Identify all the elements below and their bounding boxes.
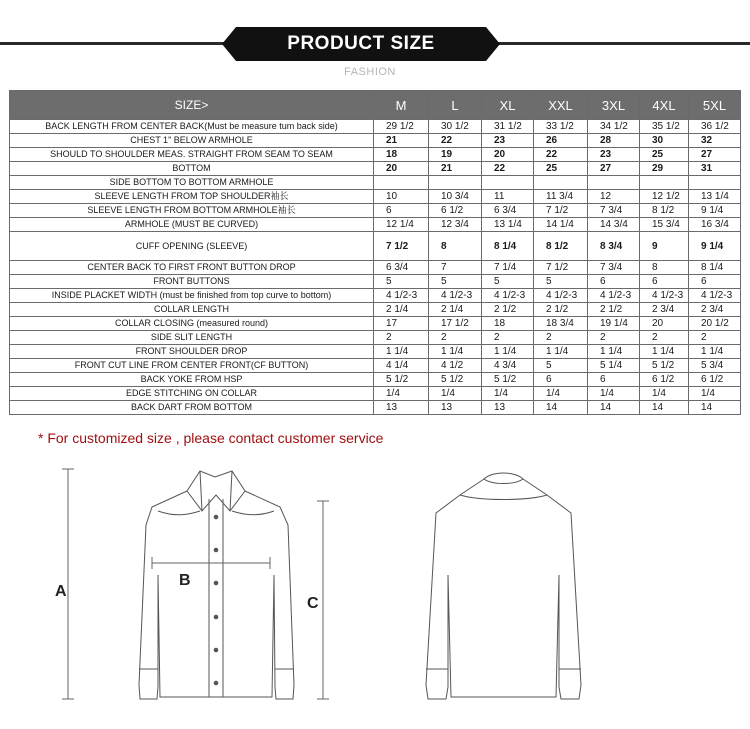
measurement-value: 6 xyxy=(640,275,689,289)
page-title: PRODUCT SIZE xyxy=(287,33,435,54)
measurement-value: 2 xyxy=(689,331,741,345)
measurement-value: 15 3/4 xyxy=(640,218,689,232)
front-shirt-buttons xyxy=(214,515,219,686)
measurement-value: 2 1/2 xyxy=(534,303,588,317)
measurement-value: 13 xyxy=(374,401,429,415)
measurement-value: 1/4 xyxy=(374,387,429,401)
table-row xyxy=(10,331,741,345)
table-row xyxy=(10,373,741,387)
measurement-value: 2 1/2 xyxy=(482,303,534,317)
measurement-value: 8 1/4 xyxy=(482,232,534,261)
measurement-value: 22 xyxy=(482,162,534,176)
measurement-label: CUFF OPENING (SLEEVE) xyxy=(10,232,374,261)
measurement-value: 2 xyxy=(374,331,429,345)
measurement-label: BACK YOKE FROM HSP xyxy=(10,373,374,387)
header-rule-left xyxy=(0,42,228,45)
measurement-label: COLLAR CLOSING (measured round) xyxy=(10,317,374,331)
measurement-value: 4 1/2-3 xyxy=(534,289,588,303)
measurement-label: BACK LENGTH FROM CENTER BACK(Must be measure tum back side) xyxy=(10,120,374,134)
measurement-value: 26 xyxy=(534,134,588,148)
measurement-value: 1 1/4 xyxy=(429,345,482,359)
measurement-value: 34 1/2 xyxy=(588,120,640,134)
measurement-value xyxy=(482,176,534,190)
measurement-value: 27 xyxy=(588,162,640,176)
measurement-label: FRONT SHOULDER DROP xyxy=(10,345,374,359)
measurement-value: 9 xyxy=(640,232,689,261)
size-header: L xyxy=(429,91,482,120)
measurement-value: 6 xyxy=(588,373,640,387)
measurement-label: BOTTOM xyxy=(10,162,374,176)
measurement-value: 23 xyxy=(588,148,640,162)
measurement-value xyxy=(689,176,741,190)
measurement-value: 9 1/4 xyxy=(689,204,741,218)
measurement-value: 22 xyxy=(429,134,482,148)
measurement-label: SLEEVE LENGTH FROM BOTTOM ARMHOLE袖长 xyxy=(10,204,374,218)
measurement-value: 20 xyxy=(374,162,429,176)
measurement-value: 1/4 xyxy=(534,387,588,401)
measurement-value: 12 1/4 xyxy=(374,218,429,232)
measurement-value: 4 1/2-3 xyxy=(482,289,534,303)
measurement-value: 25 xyxy=(534,162,588,176)
custom-size-note: * For customized size , please contact customer service xyxy=(38,430,384,446)
measurement-label: SIDE BOTTOM TO BOTTOM ARMHOLE xyxy=(10,176,374,190)
table-row xyxy=(10,401,741,415)
measurement-value: 28 xyxy=(588,134,640,148)
measurement-value: 29 xyxy=(640,162,689,176)
measurement-value: 5 1/2 xyxy=(640,359,689,373)
measurement-value: 5 1/2 xyxy=(429,373,482,387)
table-row xyxy=(10,148,741,162)
measurement-value: 13 xyxy=(429,401,482,415)
measurement-value: 1 1/4 xyxy=(640,345,689,359)
measurement-value: 20 1/2 xyxy=(689,317,741,331)
measurement-value: 22 xyxy=(534,148,588,162)
table-row xyxy=(10,303,741,317)
measurement-value: 7 1/2 xyxy=(374,232,429,261)
measurement-value: 6 xyxy=(374,204,429,218)
measurement-value: 30 xyxy=(640,134,689,148)
measurement-value: 27 xyxy=(689,148,741,162)
measurement-value: 1/4 xyxy=(588,387,640,401)
measurement-value: 5 1/4 xyxy=(588,359,640,373)
table-row xyxy=(10,289,741,303)
measurement-value: 20 xyxy=(640,317,689,331)
size-corner-label: SIZE> xyxy=(10,91,374,120)
measurement-value: 4 1/2-3 xyxy=(689,289,741,303)
measurement-value: 1 1/4 xyxy=(689,345,741,359)
measurement-value: 5 3/4 xyxy=(689,359,741,373)
measurement-value: 7 xyxy=(429,261,482,275)
measurement-value: 2 xyxy=(588,331,640,345)
dimension-label-c: C xyxy=(307,595,319,612)
measurement-value: 8 xyxy=(429,232,482,261)
back-shirt-illustration xyxy=(426,473,581,699)
measurement-value: 9 1/4 xyxy=(689,232,741,261)
measurement-label: FRONT BUTTONS xyxy=(10,275,374,289)
measurement-value: 29 1/2 xyxy=(374,120,429,134)
table-row xyxy=(10,204,741,218)
measurement-value: 4 1/2-3 xyxy=(588,289,640,303)
measurement-value: 12 xyxy=(588,190,640,204)
measurement-value: 7 3/4 xyxy=(588,204,640,218)
shirt-diagram xyxy=(0,455,750,729)
measurement-label: SLEEVE LENGTH FROM TOP SHOULDER袖长 xyxy=(10,190,374,204)
measurement-value: 13 1/4 xyxy=(482,218,534,232)
measurement-value: 2 3/4 xyxy=(640,303,689,317)
measurement-value: 14 xyxy=(640,401,689,415)
measurement-value: 1 1/4 xyxy=(374,345,429,359)
measurement-value: 19 1/4 xyxy=(588,317,640,331)
measurement-value: 1/4 xyxy=(429,387,482,401)
measurement-value: 7 1/2 xyxy=(534,204,588,218)
measurement-value: 8 1/2 xyxy=(534,232,588,261)
measurement-value: 6 xyxy=(689,275,741,289)
measurement-value: 18 xyxy=(482,317,534,331)
measurement-value: 1/4 xyxy=(640,387,689,401)
measurement-label: FRONT CUT LINE FROM CENTER FRONT(CF BUTTON) xyxy=(10,359,374,373)
measurement-value: 1 1/4 xyxy=(482,345,534,359)
size-header: 5XL xyxy=(689,91,741,120)
measurement-value: 14 3/4 xyxy=(588,218,640,232)
measurement-value xyxy=(429,176,482,190)
measurement-label: ARMHOLE (MUST BE CURVED) xyxy=(10,218,374,232)
measurement-value: 5 xyxy=(534,275,588,289)
measurement-value: 8 1/4 xyxy=(689,261,741,275)
header-badge xyxy=(222,27,500,61)
size-chart-table xyxy=(9,90,741,415)
measurement-value: 1/4 xyxy=(482,387,534,401)
size-header: M xyxy=(374,91,429,120)
size-header: XXL xyxy=(534,91,588,120)
measurement-label: INSIDE PLACKET WIDTH (must be finished from top curve to bottom) xyxy=(10,289,374,303)
measurement-value: 5 xyxy=(374,275,429,289)
measurement-value: 5 1/2 xyxy=(482,373,534,387)
measurement-label: SHOULD TO SHOULDER MEAS. STRAIGHT FROM SEAM TO SEAM xyxy=(10,148,374,162)
measurement-value: 1 1/4 xyxy=(534,345,588,359)
measurement-label: EDGE STITCHING ON COLLAR xyxy=(10,387,374,401)
measurement-value: 8 3/4 xyxy=(588,232,640,261)
measurement-value: 2 1/4 xyxy=(374,303,429,317)
measurement-value xyxy=(588,176,640,190)
measurement-value: 20 xyxy=(482,148,534,162)
measurement-value: 21 xyxy=(374,134,429,148)
measurement-value: 36 1/2 xyxy=(689,120,741,134)
measurement-value: 25 xyxy=(640,148,689,162)
front-shirt-illustration xyxy=(130,471,294,705)
measurement-value: 17 1/2 xyxy=(429,317,482,331)
measurement-value: 6 3/4 xyxy=(374,261,429,275)
measurement-value: 6 1/2 xyxy=(689,373,741,387)
measurement-value: 12 3/4 xyxy=(429,218,482,232)
measurement-value: 7 1/4 xyxy=(482,261,534,275)
measurement-value: 2 1/4 xyxy=(429,303,482,317)
size-header: 4XL xyxy=(640,91,689,120)
measurement-value: 5 xyxy=(482,275,534,289)
table-row xyxy=(10,218,741,232)
table-row xyxy=(10,387,741,401)
table-row xyxy=(10,232,741,261)
table-row xyxy=(10,134,741,148)
table-row xyxy=(10,261,741,275)
measurement-value: 21 xyxy=(429,162,482,176)
measurement-value: 2 xyxy=(534,331,588,345)
measurement-value: 13 xyxy=(482,401,534,415)
measurement-value: 1 1/4 xyxy=(588,345,640,359)
measurement-value: 14 xyxy=(689,401,741,415)
measurement-label: CHEST 1" BELOW ARMHOLE xyxy=(10,134,374,148)
table-row xyxy=(10,359,741,373)
measurement-value: 8 xyxy=(640,261,689,275)
measurement-value: 2 xyxy=(640,331,689,345)
measurement-value: 12 1/2 xyxy=(640,190,689,204)
measurement-value: 30 1/2 xyxy=(429,120,482,134)
measurement-value: 7 3/4 xyxy=(588,261,640,275)
size-header: XL xyxy=(482,91,534,120)
dimension-lines xyxy=(62,469,329,699)
measurement-value xyxy=(640,176,689,190)
measurement-value: 6 3/4 xyxy=(482,204,534,218)
table-row xyxy=(10,162,741,176)
measurement-value: 18 3/4 xyxy=(534,317,588,331)
measurement-value: 4 3/4 xyxy=(482,359,534,373)
measurement-value: 5 xyxy=(534,359,588,373)
dimension-label-a: A xyxy=(55,583,67,600)
header-rule-right xyxy=(495,42,750,45)
measurement-value xyxy=(534,176,588,190)
measurement-label: BACK DART FROM BOTTOM xyxy=(10,401,374,415)
measurement-value: 23 xyxy=(482,134,534,148)
measurement-value: 32 xyxy=(689,134,741,148)
measurement-label: SIDE SLIT LENGTH xyxy=(10,331,374,345)
measurement-value xyxy=(374,176,429,190)
measurement-value: 6 1/2 xyxy=(640,373,689,387)
measurement-value: 11 xyxy=(482,190,534,204)
table-row xyxy=(10,317,741,331)
measurement-value: 4 1/2 xyxy=(429,359,482,373)
measurement-value: 14 xyxy=(588,401,640,415)
measurement-value: 2 xyxy=(482,331,534,345)
table-row xyxy=(10,275,741,289)
measurement-value: 2 3/4 xyxy=(689,303,741,317)
measurement-value: 2 1/2 xyxy=(588,303,640,317)
measurement-value: 14 xyxy=(534,401,588,415)
measurement-value: 14 1/4 xyxy=(534,218,588,232)
measurement-value: 13 1/4 xyxy=(689,190,741,204)
measurement-value: 33 1/2 xyxy=(534,120,588,134)
measurement-value: 18 xyxy=(374,148,429,162)
page-subtitle: FASHION xyxy=(344,66,396,78)
measurement-value: 5 1/2 xyxy=(374,373,429,387)
table-row xyxy=(10,345,741,359)
measurement-value: 1/4 xyxy=(689,387,741,401)
table-row xyxy=(10,190,741,204)
measurement-value: 16 3/4 xyxy=(689,218,741,232)
size-header: 3XL xyxy=(588,91,640,120)
measurement-value: 11 3/4 xyxy=(534,190,588,204)
measurement-label: COLLAR LENGTH xyxy=(10,303,374,317)
measurement-value: 10 xyxy=(374,190,429,204)
measurement-value: 5 xyxy=(429,275,482,289)
measurement-label: CENTER BACK TO FIRST FRONT BUTTON DROP xyxy=(10,261,374,275)
dimension-label-b: B xyxy=(179,572,191,589)
measurement-value: 35 1/2 xyxy=(640,120,689,134)
table-row xyxy=(10,120,741,134)
measurement-value: 31 xyxy=(689,162,741,176)
measurement-value: 4 1/2-3 xyxy=(374,289,429,303)
measurement-value: 2 xyxy=(429,331,482,345)
measurement-value: 10 3/4 xyxy=(429,190,482,204)
table-row xyxy=(10,176,741,190)
measurement-value: 7 1/2 xyxy=(534,261,588,275)
measurement-value: 6 xyxy=(534,373,588,387)
measurement-value: 17 xyxy=(374,317,429,331)
table-header-row xyxy=(10,91,741,120)
measurement-value: 4 1/4 xyxy=(374,359,429,373)
measurement-value: 6 1/2 xyxy=(429,204,482,218)
measurement-value: 19 xyxy=(429,148,482,162)
measurement-value: 4 1/2-3 xyxy=(429,289,482,303)
measurement-value: 6 xyxy=(588,275,640,289)
measurement-value: 8 1/2 xyxy=(640,204,689,218)
measurement-value: 4 1/2-3 xyxy=(640,289,689,303)
measurement-value: 31 1/2 xyxy=(482,120,534,134)
